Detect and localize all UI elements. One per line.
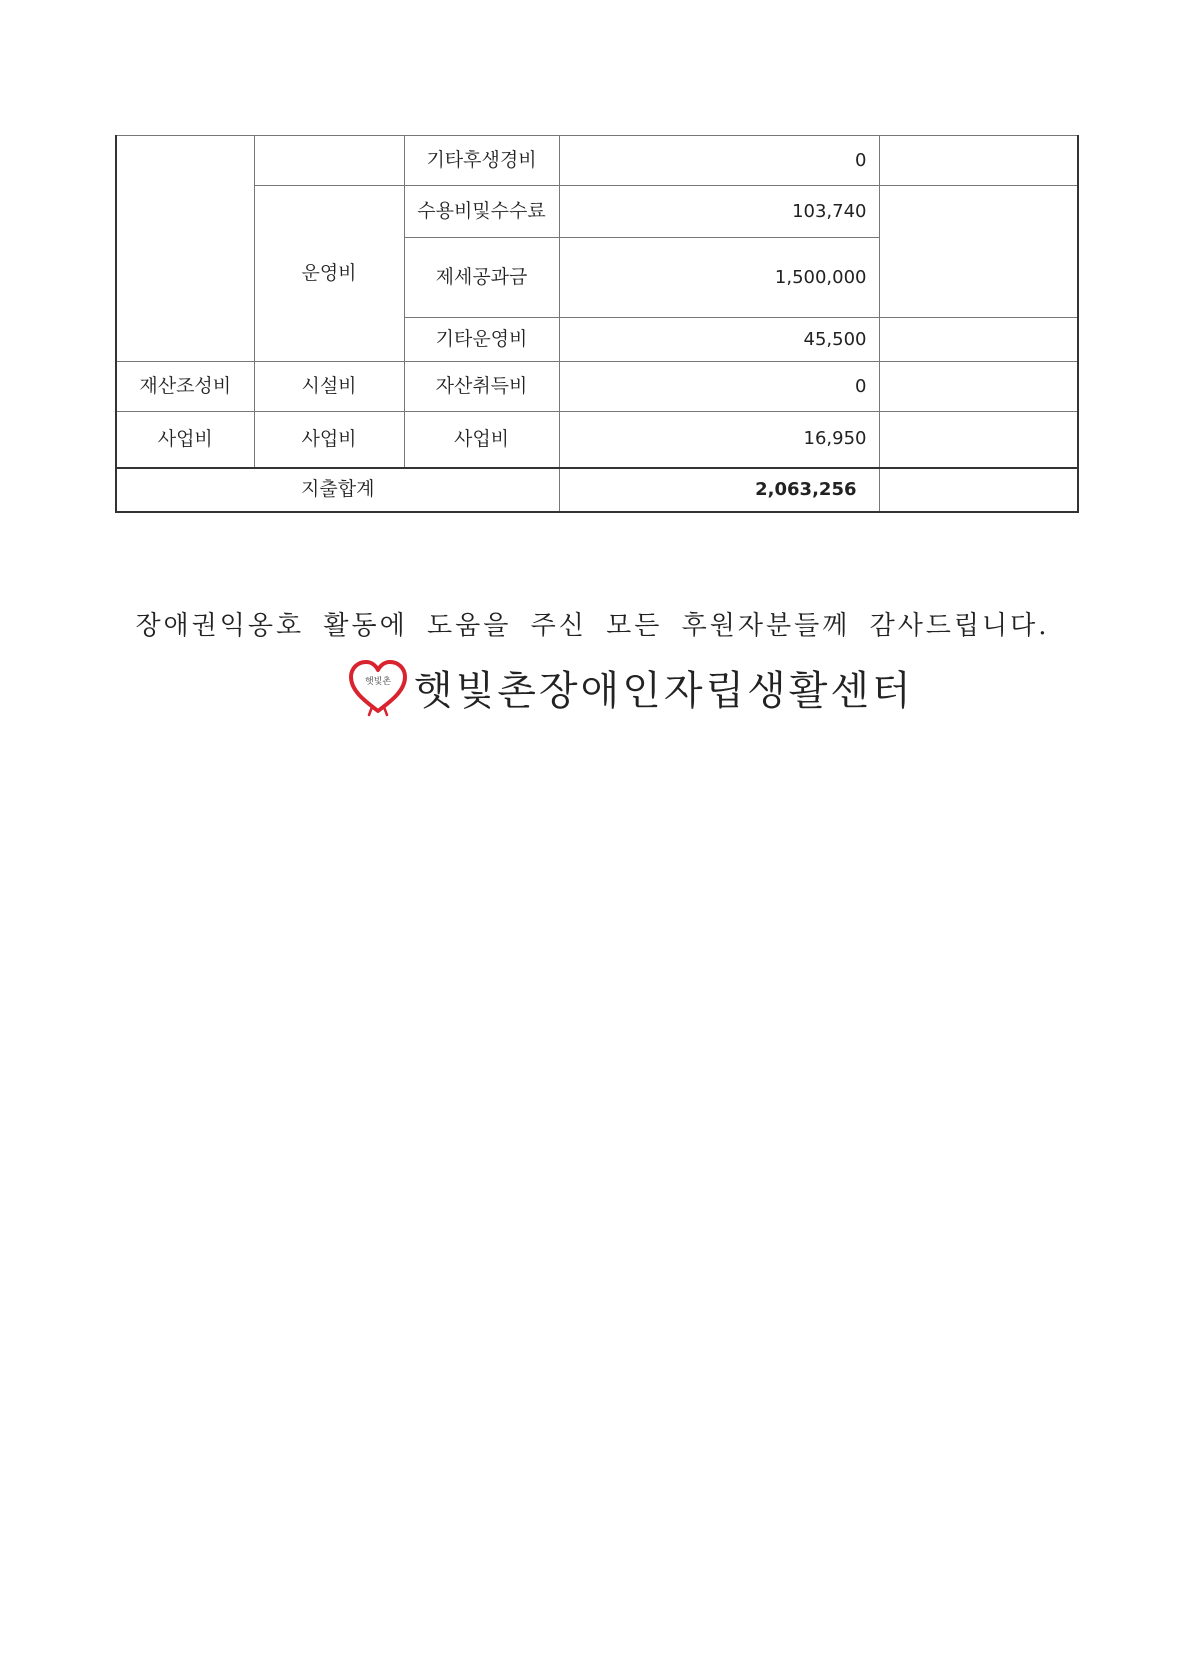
note-cell	[879, 136, 1078, 186]
table-row	[116, 362, 1078, 412]
category-cell: 재산조성비	[116, 362, 254, 412]
note-cell	[879, 468, 1078, 512]
item-cell: 기타후생경비	[404, 136, 559, 186]
category-cell	[116, 136, 254, 362]
amount-cell: 0	[559, 136, 879, 186]
total-label: 지출합계	[116, 468, 559, 512]
item-cell: 제세공과금	[404, 238, 559, 318]
item-cell: 수용비및수수료	[404, 186, 559, 238]
total-amount: 2,063,256	[559, 468, 879, 512]
note-cell	[879, 362, 1078, 412]
thanks-message: 장애권익옹호 활동에 도움을 주신 모든 후원자분들께 감사드립니다.	[135, 611, 1050, 641]
table-row	[116, 136, 1078, 186]
subcategory-cell	[254, 136, 404, 186]
organization-name: 햇빛촌장애인자립생활센터	[414, 667, 914, 714]
amount-cell: 103,740	[559, 186, 879, 238]
organization-signature	[346, 657, 914, 717]
item-cell: 기타운영비	[404, 318, 559, 362]
subcategory-cell: 시설비	[254, 362, 404, 412]
amount-cell: 16,950	[559, 412, 879, 468]
subcategory-cell: 운영비	[254, 186, 404, 362]
total-row	[116, 468, 1078, 512]
amount-cell: 0	[559, 362, 879, 412]
item-cell: 자산취득비	[404, 362, 559, 412]
note-cell	[879, 412, 1078, 468]
amount-cell: 45,500	[559, 318, 879, 362]
heart-logo-icon	[346, 657, 410, 717]
category-cell: 사업비	[116, 412, 254, 468]
note-cell	[879, 186, 1078, 318]
note-cell	[879, 318, 1078, 362]
table-row	[116, 186, 1078, 238]
table-row	[116, 412, 1078, 468]
subcategory-cell: 사업비	[254, 412, 404, 468]
amount-cell: 1,500,000	[559, 238, 879, 318]
expense-table	[115, 135, 1079, 513]
logo-text: 햇빛촌	[364, 677, 392, 687]
item-cell: 사업비	[404, 412, 559, 468]
